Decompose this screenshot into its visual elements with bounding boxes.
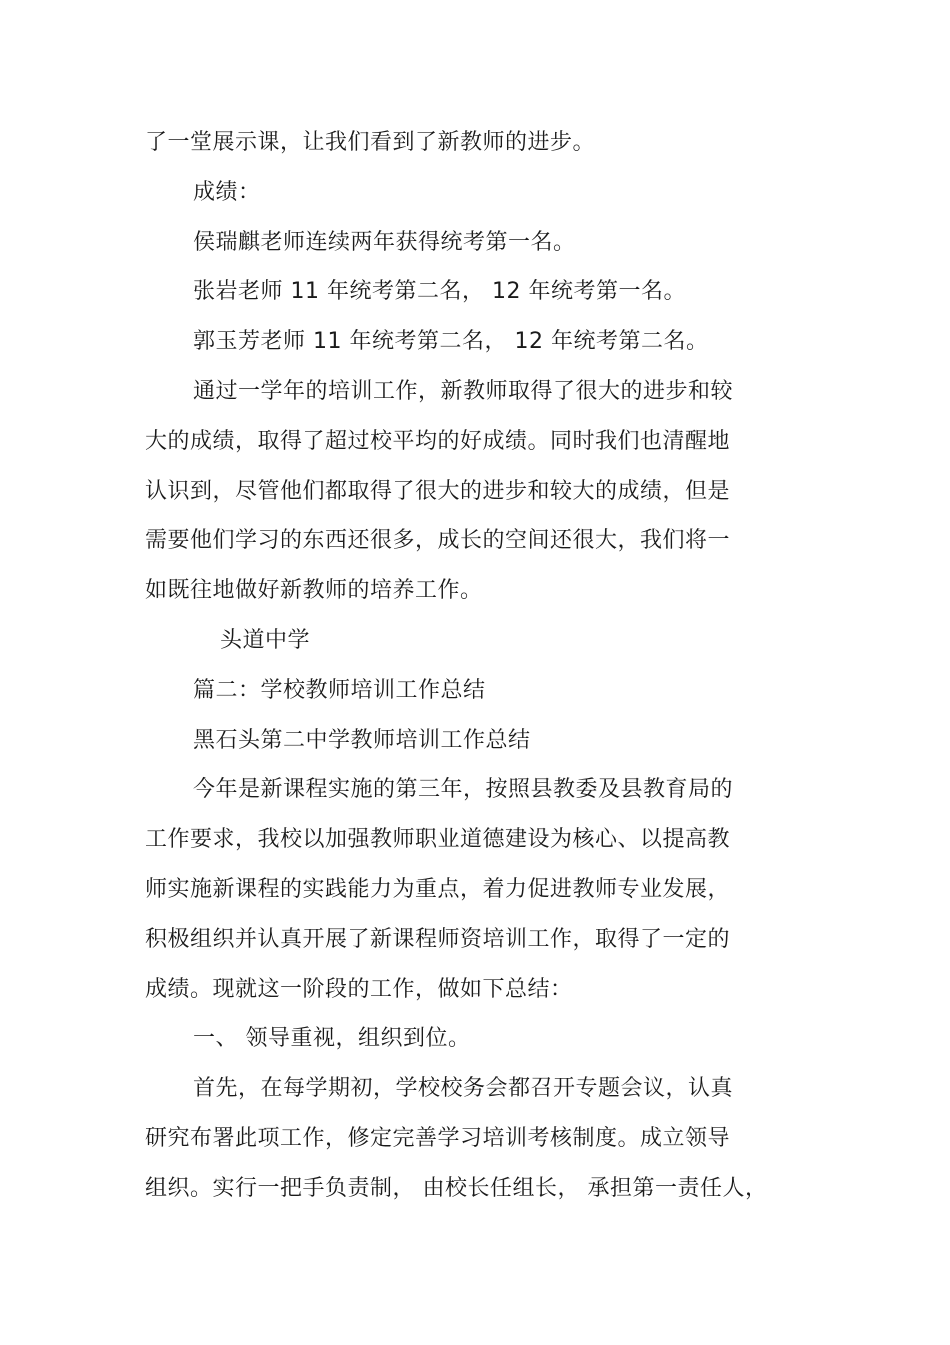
text-line: 郭玉芳老师 11 年统考第二名， 12 年统考第二名。 [193,329,709,354]
text-line: 如既往地做好新教师的培养工作。 [145,578,483,603]
signature-line: 头道中学 [220,628,311,653]
text-line: 认识到，尽管他们都取得了很大的进步和较大的成绩，但是 [145,479,731,504]
text-line: 大的成绩，取得了超过校平均的好成绩。同时我们也清醒地 [145,429,731,454]
text-line: 师实施新课程的实践能力为重点，着力促进教师专业发展， [145,877,731,902]
text-line: 需要他们学习的东西还很多，成长的空间还很大，我们将一 [145,528,731,553]
text-line: 工作要求，我校以加强教师职业道德建设为核心、以提高教 [145,827,731,852]
text-line: 组织。实行一把手负责制， 由校长任组长， 承担第一责任人， [145,1176,768,1201]
document-title: 黑石头第二中学教师培训工作总结 [193,728,531,753]
text-line: 了一堂展示课，让我们看到了新教师的进步。 [145,130,596,155]
text-line: 张岩老师 11 年统考第二名， 12 年统考第一名。 [193,279,686,304]
text-line: 研究布署此项工作，修定完善学习培训考核制度。成立领导 [145,1126,731,1151]
text-line: 通过一学年的培训工作，新教师取得了很大的进步和较 [193,379,734,404]
text-line: 成绩： [193,180,261,205]
section-heading: 篇二：学校教师培训工作总结 [193,678,486,703]
text-line: 侯瑞麒老师连续两年获得统考第一名。 [193,230,576,255]
subsection-heading: 一、 领导重视，组织到位。 [193,1026,471,1051]
text-line: 成绩。现就这一阶段的工作，做如下总结： [145,977,573,1002]
text-line: 今年是新课程实施的第三年，按照县教委及县教育局的 [193,777,734,802]
text-line: 首先，在每学期初，学校校务会都召开专题会议，认真 [193,1076,734,1101]
text-line: 积极组织并认真开展了新课程师资培训工作，取得了一定的 [145,927,731,952]
